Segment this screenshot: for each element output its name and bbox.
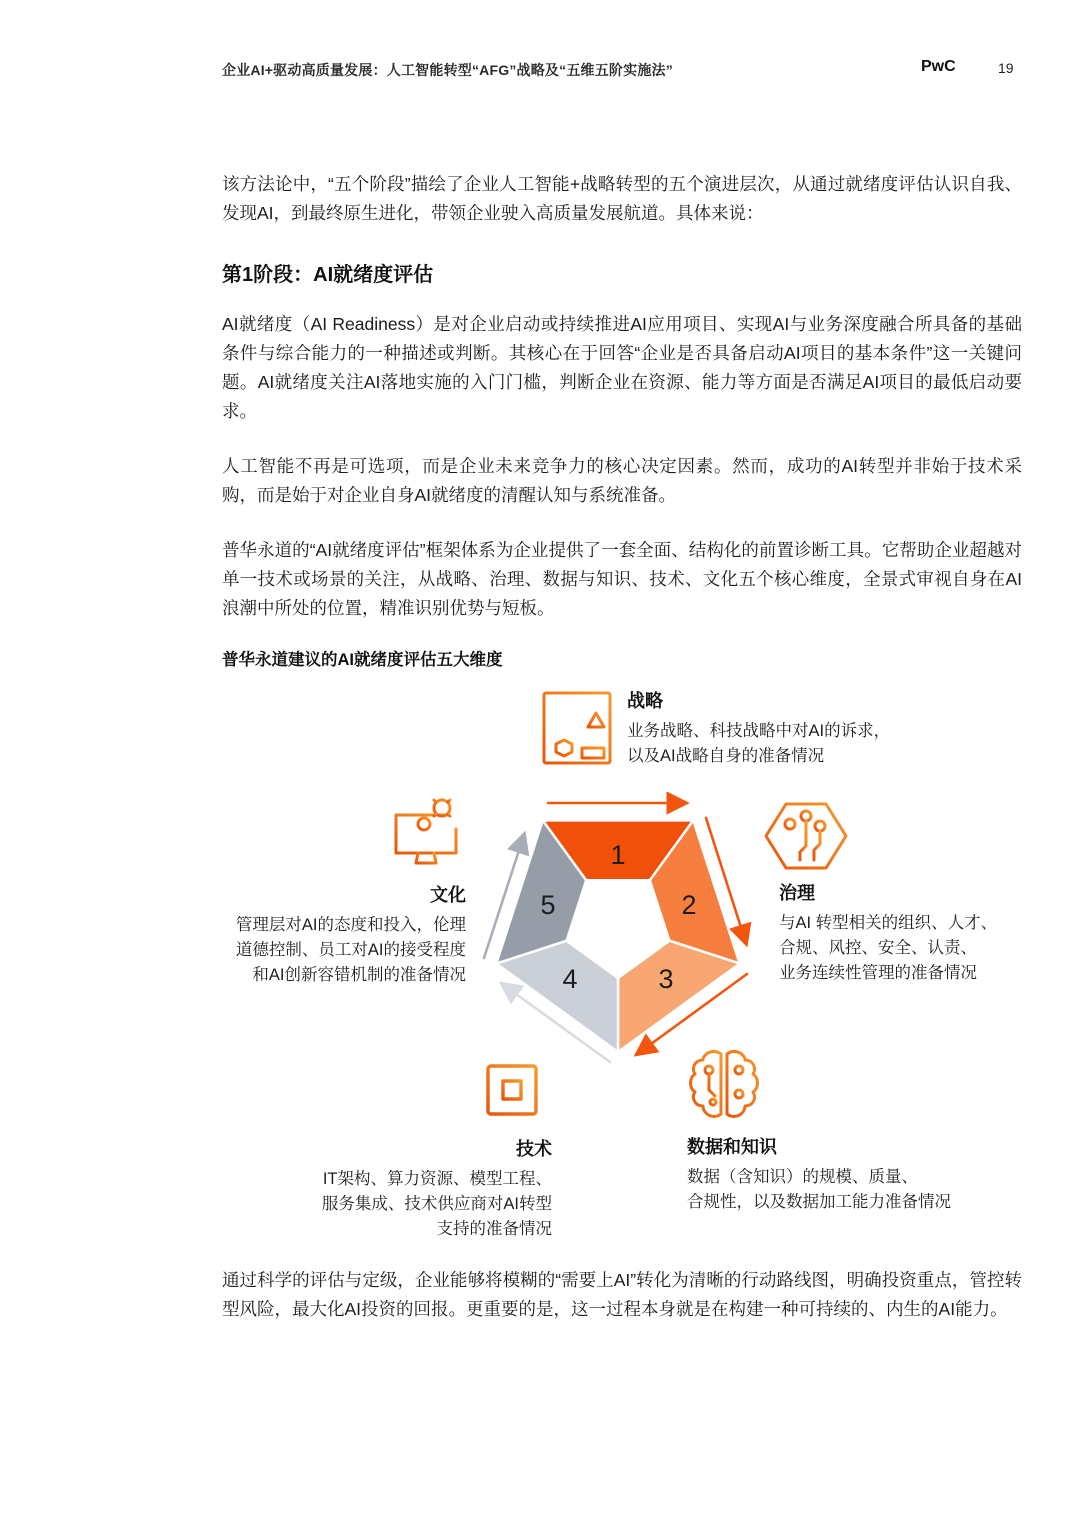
dimension-desc-culture: 管理层对AI的态度和投入，伦理 道德控制、员工对AI的接受程度 和AI创新容错机制的准备情况 <box>235 916 466 984</box>
segment-number-4: 4 <box>562 964 578 994</box>
dimension-desc-technology: IT架构、算力资源、模型工程、 服务集成、技术供应商对AI转型 支持的准备情况 <box>321 1170 552 1238</box>
culture-monitor-gears-icon <box>390 795 462 879</box>
intro-paragraph: 该方法论中，“五个阶段”描绘了企业人工智能+战略转型的五个演进层次，从通过就绪度评估认识自我、发现AI，到最终原生进化，带领企业驶入高质量发展航道。具体来说： <box>222 174 1022 223</box>
figure-title: 普华永道建议的AI就绪度评估五大维度 <box>222 651 503 669</box>
dimension-desc-data-knowledge: 数据（含知识）的规模、质量、 合规性，以及数据加工能力准备情况 <box>687 1168 951 1211</box>
segment-number-1: 1 <box>610 840 626 870</box>
readiness-pentagon-diagram <box>468 792 768 1077</box>
page-number: 19 <box>998 60 1014 76</box>
governance-hexagon-circuit-icon <box>764 798 848 874</box>
paragraph-not-optional: 人工智能不再是可选项，而是企业未来竞争力的核心决定因素。然而，成功的AI转型并非始于技术采购，而是始于对企业自身AI就绪度的清醒认知与系统准备。 <box>222 456 1022 505</box>
paragraph-framework: 普华永道的“AI就绪度评估”框架体系为企业提供了一套全面、结构化的前置诊断工具。它帮助企业超越对单一技术或场景的关注，从战略、治理、数据与知识、技术、文化五个核心维度，全景式审视自身在AI浪潮中所处的位置，精准识别优势与短板。 <box>222 540 1022 618</box>
dimension-desc-governance: 与AI 转型相关的组织、人才、 合规、风控、安全、认责、 业务连续性管理的准备情况 <box>779 914 998 982</box>
dimension-label-governance: 治理 <box>779 883 815 903</box>
document-header-title: 企业AI+驱动高质量发展：人工智能转型“AFG”战略及“五维五阶实施法” <box>222 62 673 78</box>
strategy-report-chart-icon <box>540 688 614 768</box>
segment-number-2: 2 <box>681 890 697 920</box>
segment-number-5: 5 <box>540 890 556 920</box>
closing-paragraph: 通过科学的评估与定级，企业能够将模糊的“需要上AI”转化为清晰的行动路线图，明确投资重点，管控转型风险，最大化AI投资的回报。更重要的是，这一过程本身就是在构建一种可持续的、内生的AI能力。 <box>222 1270 1022 1319</box>
dimension-label-technology: 技术 <box>516 1139 552 1159</box>
dimension-label-strategy: 战略 <box>627 691 663 711</box>
segment-number-3: 3 <box>658 964 674 994</box>
dimension-desc-strategy: 业务战略、科技战略中对AI的诉求， 以及AI战略自身的准备情况 <box>627 722 891 765</box>
pwc-logo: PwC <box>921 58 956 75</box>
dimension-label-culture: 文化 <box>430 885 466 905</box>
paragraph-ai-readiness: AI就绪度（AI Readiness）是对企业启动或持续推进AI应用项目、实现AI与业务深度融合所具备的基础条件与综合能力的一种描述或判断。其核心在于回答“企业是否具备启动AI项目的基本条件”这一关键问题。AI就绪度关注AI落地实施的入门门槛，判断企业在资源、能力等方面是否满足AI项目的最低启动要求。 <box>222 314 1022 421</box>
pentagon-segment-3 <box>618 941 740 1052</box>
section-heading: 第1阶段：AI就绪度评估 <box>222 264 434 286</box>
dimension-label-data-knowledge: 数据和知识 <box>687 1137 777 1157</box>
